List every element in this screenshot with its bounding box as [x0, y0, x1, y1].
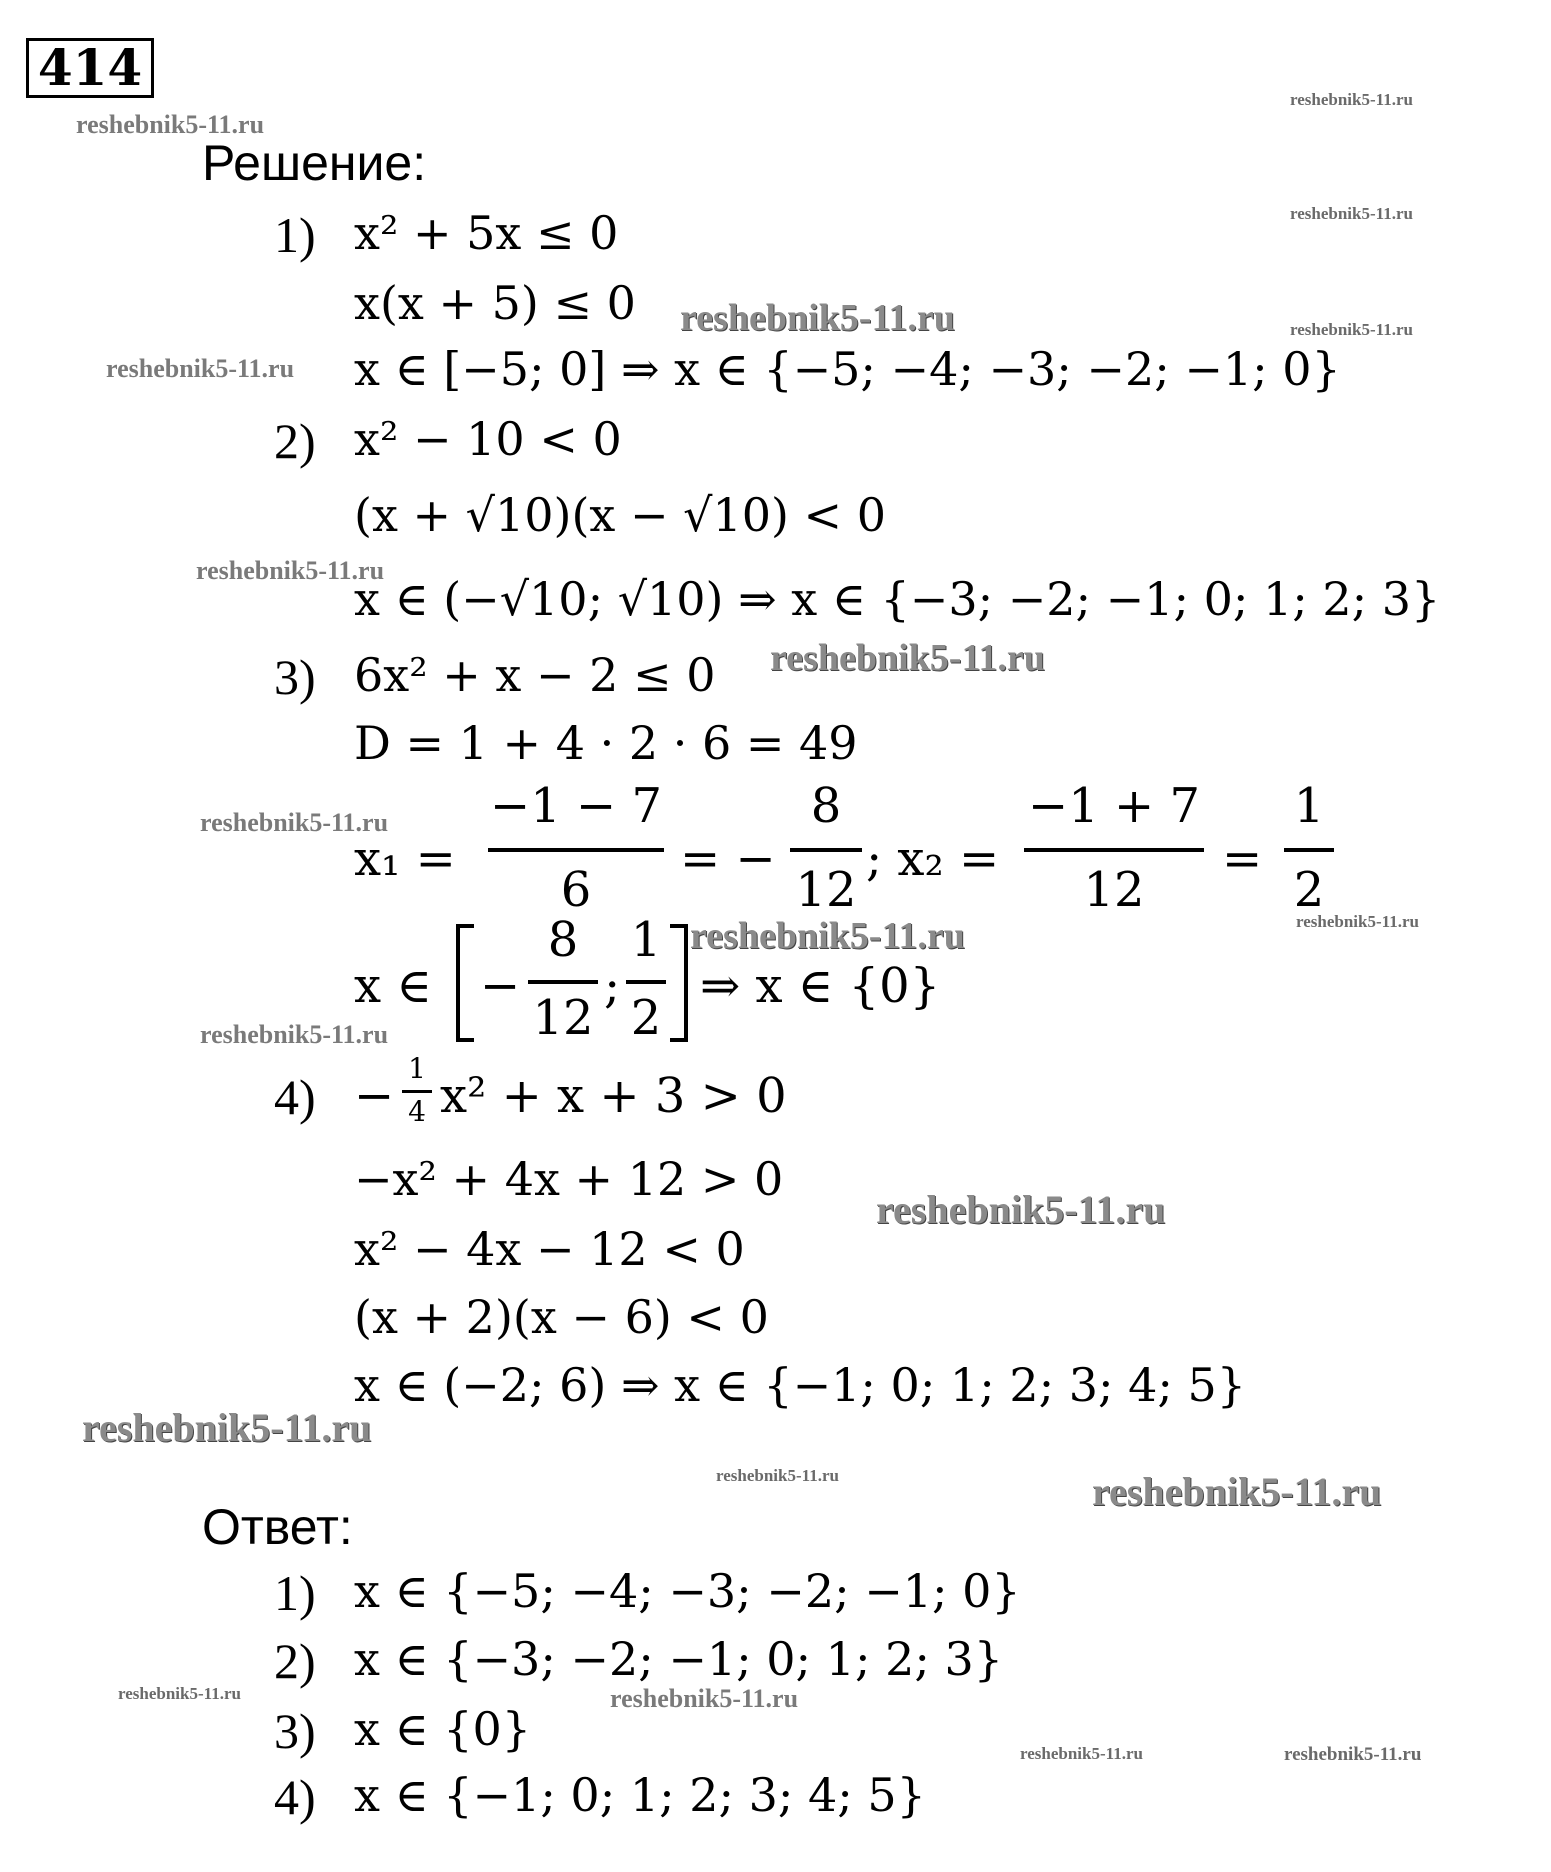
equals-sign: = — [1222, 831, 1263, 887]
watermark: reshebnik5-11.ru — [106, 354, 295, 383]
step-3-line-1: 6x² + x − 2 ≤ 0 — [354, 648, 716, 702]
step-4-frac-denominator: 4 — [408, 1095, 426, 1128]
interval-a-denominator: 12 — [532, 990, 594, 1046]
interval-result: ⇒ x ∈ {0} — [700, 958, 941, 1014]
watermark: reshebnik5-11.ru — [1290, 320, 1413, 339]
step-4-frac-numerator: 1 — [408, 1052, 426, 1085]
x2-label: ; x₂ = — [866, 831, 1000, 887]
solution-heading: Решение: — [202, 135, 427, 191]
mid-fraction-bar — [790, 848, 862, 852]
watermark: reshebnik5-11.ru — [690, 915, 965, 957]
watermark: reshebnik5-11.ru — [770, 637, 1045, 679]
x2-denominator: 12 — [1083, 862, 1145, 918]
x2-fraction-bar — [1024, 848, 1204, 852]
interval-separator: ; — [604, 958, 621, 1014]
x1-denominator: 6 — [560, 862, 592, 918]
interval-a-bar — [528, 980, 598, 984]
interval-minus: − — [480, 958, 521, 1014]
watermark: reshebnik5-11.ru — [200, 808, 389, 837]
x1-numerator: −1 − 7 — [489, 778, 663, 834]
mid-denominator: 12 — [795, 862, 857, 918]
equals-minus: = − — [680, 831, 776, 887]
interval-b-numerator: 1 — [630, 912, 662, 968]
watermark: reshebnik5-11.ru — [610, 1684, 799, 1713]
step-4-number: 4) — [274, 1069, 316, 1125]
result-denominator: 2 — [1293, 862, 1325, 918]
result-numerator: 1 — [1293, 778, 1325, 834]
step-4-minus: − — [354, 1068, 395, 1124]
answer-3-text: x ∈ {0} — [354, 1702, 532, 1756]
watermark: reshebnik5-11.ru — [680, 297, 955, 339]
step-4-line-5: x ∈ (−2; 6) ⇒ x ∈ {−1; 0; 1; 2; 3; 4; 5} — [354, 1358, 1247, 1412]
x2-numerator: −1 + 7 — [1027, 778, 1201, 834]
step-1-line-3: x ∈ [−5; 0] ⇒ x ∈ {−5; −4; −3; −2; −1; 0} — [354, 342, 1341, 396]
step-1-line-1: x² + 5x ≤ 0 — [354, 206, 619, 260]
mid-numerator: 8 — [810, 778, 842, 834]
watermark: reshebnik5-11.ru — [1284, 1744, 1422, 1765]
step-3-line-2: D = 1 + 4 · 2 · 6 = 49 — [354, 716, 858, 770]
answer-1-text: x ∈ {−5; −4; −3; −2; −1; 0} — [354, 1564, 1021, 1618]
interval-b-denominator: 2 — [630, 990, 662, 1046]
answer-2-text: x ∈ {−3; −2; −1; 0; 1; 2; 3} — [354, 1632, 1003, 1686]
right-bracket — [670, 924, 688, 1042]
watermark: reshebnik5-11.ru — [876, 1187, 1166, 1232]
step-1-line-2: x(x + 5) ≤ 0 — [354, 276, 636, 330]
x1-label: x₁ = — [354, 831, 456, 887]
step-2-number: 2) — [274, 413, 316, 469]
x1-fraction-bar — [488, 848, 664, 852]
step-4-line-2: −x² + 4x + 12 > 0 — [354, 1152, 784, 1206]
answer-1-number: 1) — [274, 1565, 316, 1621]
result-fraction-bar — [1284, 848, 1334, 852]
step-4-line-1-rest: x² + x + 3 > 0 — [440, 1068, 787, 1124]
watermark: reshebnik5-11.ru — [76, 110, 265, 139]
watermark: reshebnik5-11.ru — [1092, 1469, 1382, 1514]
answer-heading: Ответ: — [202, 1499, 353, 1555]
step-4-line-4: (x + 2)(x − 6) < 0 — [354, 1290, 769, 1344]
watermark: reshebnik5-11.ru — [1296, 912, 1419, 931]
watermark: reshebnik5-11.ru — [716, 1466, 839, 1485]
step-2-line-1: x² − 10 < 0 — [354, 412, 622, 466]
interval-prefix: x ∈ — [354, 958, 432, 1014]
step-3-number: 3) — [274, 649, 316, 705]
interval-b-bar — [626, 980, 666, 984]
watermark: reshebnik5-11.ru — [196, 556, 385, 585]
step-4-line-3: x² − 4x − 12 < 0 — [354, 1222, 745, 1276]
left-bracket — [456, 924, 474, 1042]
step-2-line-3: x ∈ (−√10; √10) ⇒ x ∈ {−3; −2; −1; 0; 1; 2; 3} — [354, 572, 1441, 626]
step-1-number: 1) — [274, 207, 316, 263]
answer-2-number: 2) — [274, 1633, 316, 1689]
watermark: reshebnik5-11.ru — [82, 1405, 372, 1450]
watermark: reshebnik5-11.ru — [1290, 90, 1413, 109]
watermark: reshebnik5-11.ru — [1290, 204, 1413, 223]
watermark: reshebnik5-11.ru — [118, 1684, 241, 1703]
interval-a-numerator: 8 — [547, 912, 579, 968]
step-4-frac-bar — [402, 1090, 432, 1093]
answer-3-number: 3) — [274, 1703, 316, 1759]
step-2-line-2: (x + √10)(x − √10) < 0 — [354, 488, 886, 542]
watermark: reshebnik5-11.ru — [1020, 1744, 1143, 1763]
problem-number-box — [26, 38, 154, 98]
answer-4-text: x ∈ {−1; 0; 1; 2; 3; 4; 5} — [354, 1768, 926, 1822]
answer-4-number: 4) — [274, 1769, 316, 1825]
problem-number: 414 — [37, 38, 143, 97]
watermark: reshebnik5-11.ru — [200, 1020, 389, 1049]
